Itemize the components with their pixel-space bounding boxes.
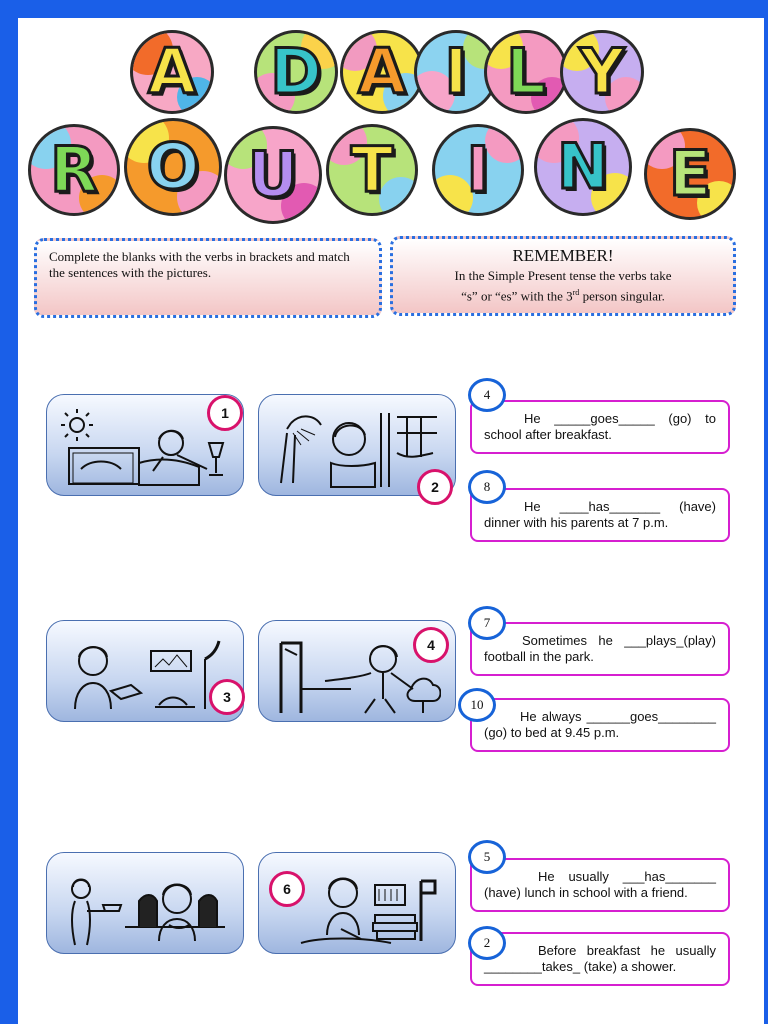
picture-number: 6	[269, 871, 305, 907]
title-letter: A	[130, 30, 214, 114]
remember-title: REMEMBER!	[512, 246, 614, 265]
sentence-box[interactable]	[470, 488, 730, 542]
title-letter: R	[28, 124, 120, 216]
picture-number: 1	[207, 395, 243, 431]
title-letter: I	[432, 124, 524, 216]
lunch-illustration	[59, 861, 229, 947]
picture-card-shower[interactable]	[258, 394, 456, 496]
title-letter: N	[534, 118, 632, 216]
sentence-text: He always ______goes________ (go) to bed at 9.45 p.m.	[484, 709, 716, 740]
sentence-text: He _____goes_____ (go) to school after breakfast.	[484, 411, 716, 442]
picture-card-homework[interactable]	[258, 852, 456, 954]
title-line-1	[18, 26, 764, 126]
sentence-text: He usually ___has_______ (have) lunch in school with a friend.	[484, 869, 716, 900]
shower-illustration	[271, 403, 441, 489]
answer-circle[interactable]: 5	[468, 840, 506, 874]
picture-number: 2	[417, 469, 453, 505]
remember-line-2: “s” or “es” with the 3rd person singular.	[461, 288, 665, 304]
answer-circle[interactable]: 4	[468, 378, 506, 412]
sentence-box[interactable]	[470, 858, 730, 912]
sentence-box[interactable]	[470, 622, 730, 676]
answer-circle[interactable]: 7	[468, 606, 506, 640]
title-line-2	[18, 118, 764, 218]
answer-circle[interactable]: 8	[468, 470, 506, 504]
picture-card-going-to-school[interactable]	[258, 620, 456, 722]
instructions-box	[34, 238, 382, 318]
sentence-box[interactable]	[470, 932, 730, 986]
answer-circle[interactable]: 2	[468, 926, 506, 960]
title-letter: O	[124, 118, 222, 216]
picture-number: 3	[209, 679, 245, 715]
waking-up-illustration	[59, 403, 229, 489]
title-letter: Y	[560, 30, 644, 114]
title-letter: U	[224, 126, 322, 224]
instructions-text: Complete the blanks with the verbs in brackets and match the sentences with the pictures.	[49, 249, 350, 280]
title-letter: D	[254, 30, 338, 114]
picture-card-lunch[interactable]	[46, 852, 244, 954]
remember-line-1: In the Simple Present tense the verbs take	[454, 268, 672, 283]
worksheet	[18, 18, 764, 1024]
title-letter: A	[340, 30, 424, 114]
picture-number: 4	[413, 627, 449, 663]
sentence-text: He ____has_______ (have) dinner with his parents at 7 p.m.	[484, 499, 716, 530]
sentence-box[interactable]	[470, 400, 730, 454]
sentence-box[interactable]	[470, 698, 730, 752]
title-letter: E	[644, 128, 736, 220]
title-letter: I	[414, 30, 498, 114]
picture-card-breakfast[interactable]	[46, 620, 244, 722]
sentence-text: Before breakfast he usually ________takes_ (take) a shower.	[484, 943, 716, 974]
breakfast-illustration	[59, 629, 229, 715]
picture-card-wake-up[interactable]	[46, 394, 244, 496]
remember-box	[390, 236, 736, 316]
answer-circle[interactable]: 10	[458, 688, 496, 722]
title-letter: T	[326, 124, 418, 216]
sentence-text: Sometimes he ___plays_(play) football in the park.	[484, 633, 716, 664]
title-letter: L	[484, 30, 568, 114]
